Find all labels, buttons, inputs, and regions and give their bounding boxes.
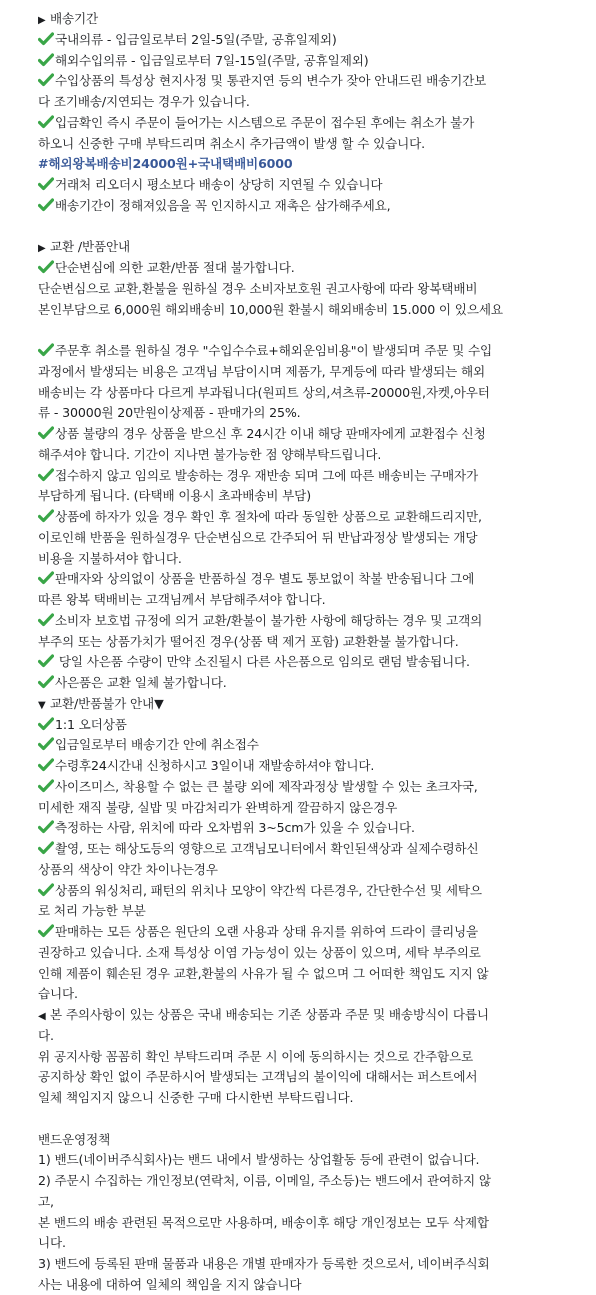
line-text: 배송비는 각 상품마다 다르게 부과됩니다(원피트 상의,셔츠류-20000원,자켓,아우터 <box>38 384 490 400</box>
text-line <box>38 652 590 672</box>
line-text: 로 처리 가능한 부분 <box>38 903 146 919</box>
line-text: 하오니 신중한 구매 부탁드리며 취소시 추가금액이 발생 할 수 있습니다. <box>38 135 425 151</box>
text-line <box>38 590 590 610</box>
blank-line <box>38 1109 590 1129</box>
text-line <box>38 9 590 29</box>
text-line <box>38 403 590 423</box>
text-line <box>38 258 590 278</box>
line-text: 판매하는 모든 상품은 원단의 오랜 사용과 상태 유지를 위하여 드라이 클리닝을 <box>55 924 479 939</box>
line-text: 일체 책임지지 않으니 신중한 구매 다시한번 부탁드립니다. <box>38 1090 354 1105</box>
text-line[interactable] <box>38 154 590 174</box>
text-line <box>38 71 590 91</box>
text-line <box>38 30 590 50</box>
text-line <box>38 922 590 942</box>
line-text: 입금일로부터 배송기간 안에 취소접수 <box>55 737 259 753</box>
text-line <box>38 964 590 984</box>
check-mark-icon <box>38 509 54 523</box>
check-mark-icon <box>38 717 54 731</box>
check-mark-icon <box>38 73 54 87</box>
line-text: 배송기간 <box>50 11 99 26</box>
check-mark-icon <box>38 758 54 772</box>
check-mark-icon <box>38 426 54 440</box>
blank-line <box>38 320 590 340</box>
line-text: 사은품은 교환 일체 불가합니다. <box>55 675 227 690</box>
text-line <box>38 611 590 631</box>
text-line <box>38 113 590 133</box>
text-line <box>38 756 590 776</box>
text-line <box>38 51 590 71</box>
check-mark-icon <box>38 841 54 855</box>
line-text: 교환/반품불가 안내▼ <box>50 695 164 711</box>
check-mark-icon <box>38 675 54 689</box>
line-text: 수입상품의 특성상 현지사정 및 통관지연 등의 변수가 잦아 안내드린 배송기간보 <box>55 73 487 89</box>
text-line <box>38 673 590 693</box>
check-mark-icon <box>38 177 54 191</box>
blank-line <box>38 217 590 237</box>
line-text: 거래처 리오더시 평소보다 배송이 상당히 지연될 수 있습니다 <box>55 177 383 192</box>
line-text: 밴드운영정책 <box>38 1131 111 1147</box>
line-text: 측정하는 사람, 위치에 따라 오차범위 3~5cm가 있을 수 있습니다. <box>55 820 415 836</box>
check-mark-icon <box>38 260 54 274</box>
check-mark-icon <box>38 198 54 212</box>
check-mark-icon <box>38 53 54 67</box>
line-text: 수령후24시간내 신청하시고 3일이내 재발송하셔야 합니다. <box>55 758 375 773</box>
text-line <box>38 798 590 818</box>
text-line <box>38 1067 590 1087</box>
text-line <box>38 569 590 589</box>
text-line <box>38 466 590 486</box>
line-text: 본인부담으로 6,000원 해외배송비 10,000원 환불시 해외배송비 15.000 이 있으세요 <box>38 301 503 317</box>
text-line <box>38 486 590 506</box>
check-mark-icon <box>38 468 54 482</box>
line-text: 1) 밴드(네이버주식회사)는 밴드 내에서 발생하는 상업활동 등에 관련이 없습니다. <box>38 1152 480 1168</box>
text-line <box>38 860 590 880</box>
line-text: 상품의 색상이 약간 차이나는경우 <box>38 861 218 877</box>
line-text: 1:1 오더상품 <box>55 716 127 732</box>
check-mark-icon <box>38 737 54 751</box>
line-text: 3) 밴드에 등록된 판매 물품과 내용은 개별 판매자가 등록한 것으로서, 네이버주식회 <box>38 1256 490 1271</box>
line-text: 니다. <box>38 1235 66 1251</box>
check-mark-icon <box>38 883 54 897</box>
text-line <box>38 1150 590 1170</box>
line-text: 배송기간이 정해져있음을 꼭 인지하시고 재촉은 삼가해주세요, <box>55 197 391 213</box>
check-mark-icon <box>38 820 54 834</box>
text-line <box>38 881 590 901</box>
line-text: 상품에 하자가 있을 경우 확인 후 절차에 따라 동일한 상품으로 교환해드리지만, <box>55 509 482 524</box>
text-line <box>38 1233 590 1253</box>
line-text: 다 조기배송/지연되는 경우가 있습니다. <box>38 94 250 109</box>
text-line <box>38 362 590 382</box>
text-line <box>38 839 590 859</box>
line-text: 비용을 지불하셔야 합니다. <box>38 550 182 566</box>
line-text: 단순변심에 의한 교환/반품 절대 불가합니다. <box>55 260 295 275</box>
text-line <box>38 175 590 195</box>
line-text: 부주의 또는 상품가치가 떨어진 경우(상품 택 제거 포함) 교환환불 불가합니다. <box>38 633 459 649</box>
text-line <box>38 632 590 652</box>
text-line <box>38 549 590 569</box>
line-text: 다. <box>38 1027 54 1043</box>
line-text: 고, <box>38 1193 54 1209</box>
check-mark-icon <box>38 571 54 585</box>
line-text: 주문후 취소를 원하실 경우 "수입수수료+해외운임비용"이 발생되며 주문 및 수입 <box>55 343 493 358</box>
text-line <box>38 528 590 548</box>
triangle-right-icon: ▶ <box>38 15 46 26</box>
line-text: 상품 불량의 경우 상품을 받으신 후 24시간 이내 해당 판매자에게 교환접수 신청 <box>55 426 486 441</box>
text-line <box>38 943 590 963</box>
line-text: 2) 주문시 수집하는 개인정보(연락처, 이름, 이메일, 주소등)는 밴드에서 관여하지 않 <box>38 1173 491 1188</box>
line-text: 부담하게 됩니다. (타택배 이용시 초과배송비 부담) <box>38 488 311 504</box>
text-line <box>38 507 590 527</box>
hashtag-link[interactable]: #해외왕복배송비24000원+국내택배비6000 <box>38 156 293 172</box>
text-line <box>38 984 590 1004</box>
line-text: 공지하상 확인 없이 주문하시어 발생되는 고객님의 불이익에 대해서는 퍼스트에서 <box>38 1069 478 1085</box>
line-text: 권장하고 있습니다. 소재 특성상 이염 가능성이 있는 상품이 있으며, 세탁 부주의로 <box>38 944 481 960</box>
triangle-right-icon: ▶ <box>38 243 46 255</box>
line-text: 류 - 30000원 20만원이상제품 - 판매가의 25%. <box>38 405 301 421</box>
text-line <box>38 1213 590 1233</box>
check-mark-icon <box>38 924 54 938</box>
text-line <box>38 818 590 838</box>
check-mark-icon <box>38 115 54 129</box>
text-line <box>38 1005 590 1025</box>
check-mark-icon <box>38 779 54 793</box>
text-line <box>38 300 590 320</box>
text-line <box>38 901 590 921</box>
text-line <box>38 1254 590 1274</box>
line-text: 입금확인 즉시 주문이 들어가는 시스템으로 주문이 접수된 후에는 취소가 불가 <box>55 114 475 130</box>
text-line <box>38 735 590 755</box>
line-text: 당일 사은품 수량이 만약 소진될시 다른 사은품으로 임의로 랜덤 발송됩니다. <box>55 654 470 670</box>
line-text: 미세한 재직 불량, 실밥 및 마감처리가 완벽하게 깔끔하지 않은경우 <box>38 799 398 815</box>
line-text: 위 공지사항 꼼꼼히 확인 부탁드리며 주문 시 이에 동의하시는 것으로 간주함으로 <box>38 1048 474 1064</box>
text-line <box>38 694 590 714</box>
text-line <box>38 196 590 216</box>
line-text: 판매자와 상의없이 상품을 반품하실 경우 별도 통보없이 착불 반송됩니다 그에 <box>55 571 475 587</box>
text-line <box>38 1275 590 1295</box>
text-line <box>38 383 590 403</box>
line-text: 국내의류 - 입금일로부터 2일-5일(주말, 공휴일제외) <box>55 31 337 47</box>
text-line <box>38 92 590 112</box>
text-line <box>38 237 590 257</box>
line-text: 이로인해 반품을 원하실경우 단순변심으로 간주되어 뒤 반납과정상 발생되는 개당 <box>38 529 478 545</box>
text-line <box>38 1130 590 1150</box>
line-text: 본 밴드의 배송 관련된 목적으로만 사용하며, 배송이후 해당 개인정보는 모두 삭제합 <box>38 1214 489 1230</box>
text-line <box>38 715 590 735</box>
text-line <box>38 424 590 444</box>
triangle-left-icon: ◀ <box>38 1011 46 1022</box>
line-text: 접수하지 않고 임의로 발송하는 경우 재반송 되며 그에 따른 배송비는 구매자가 <box>55 467 479 483</box>
check-mark-icon <box>38 343 54 357</box>
text-line <box>38 1171 590 1191</box>
text-line <box>38 279 590 299</box>
line-text: 해주셔야 합니다. 기간이 지나면 불가능한 점 양해부탁드립니다. <box>38 446 382 462</box>
line-text: 본 주의사항이 있는 상품은 국내 배송되는 기존 상품과 주문 및 배송방식이 다릅니 <box>50 1007 489 1022</box>
text-line <box>38 1026 590 1046</box>
line-text: 사는 내용에 대하여 일체의 책임을 지지 않습니다 <box>38 1276 302 1292</box>
line-text: 소비자 보호법 규정에 의거 교환/환불이 불가한 사항에 해당하는 경우 및 고객의 <box>55 612 483 628</box>
check-mark-icon <box>38 654 54 668</box>
text-line <box>38 1088 590 1108</box>
text-line <box>38 134 590 154</box>
triangle-down-icon: ▼ <box>38 699 46 711</box>
check-mark-icon <box>38 613 54 627</box>
line-text: 따른 왕복 택배비는 고객님께서 부담해주셔야 합니다. <box>38 592 326 607</box>
line-text: 인해 제품이 훼손된 경우 교환,환불의 사유가 될 수 없으며 그 어떠한 책임도 지지 않 <box>38 965 489 981</box>
text-line <box>38 777 590 797</box>
text-line <box>38 1047 590 1067</box>
line-text: 해외수입의류 - 입금일로부터 7일-15일(주말, 공휴일제외) <box>55 52 369 68</box>
text-line <box>38 1192 590 1212</box>
line-text: 단순변심으로 교환,환불을 원하실 경우 소비자보호원 권고사항에 따라 왕복택배비 <box>38 280 478 296</box>
line-text: 과정에서 발생되는 비용은 고객님 부담이시며 제품가, 무게등에 따라 발생되는 해외 <box>38 363 486 379</box>
check-mark-icon <box>38 32 54 46</box>
line-text: 촬영, 또는 해상도등의 영향으로 고객님모니터에서 확인된색상과 실제수령하신 <box>55 841 479 856</box>
line-text: 사이즈미스, 착용할 수 없는 큰 불량 외에 제작과정상 발생할 수 있는 초크자국, <box>55 778 478 794</box>
text-line <box>38 341 590 361</box>
line-text: 상품의 워싱처리, 패턴의 위치나 모양이 약간씩 다른경우, 간단한수선 및 세탁으 <box>55 882 482 898</box>
line-text: 교환 /반품안내 <box>50 239 131 255</box>
text-line <box>38 445 590 465</box>
line-text: 습니다. <box>38 986 78 1002</box>
